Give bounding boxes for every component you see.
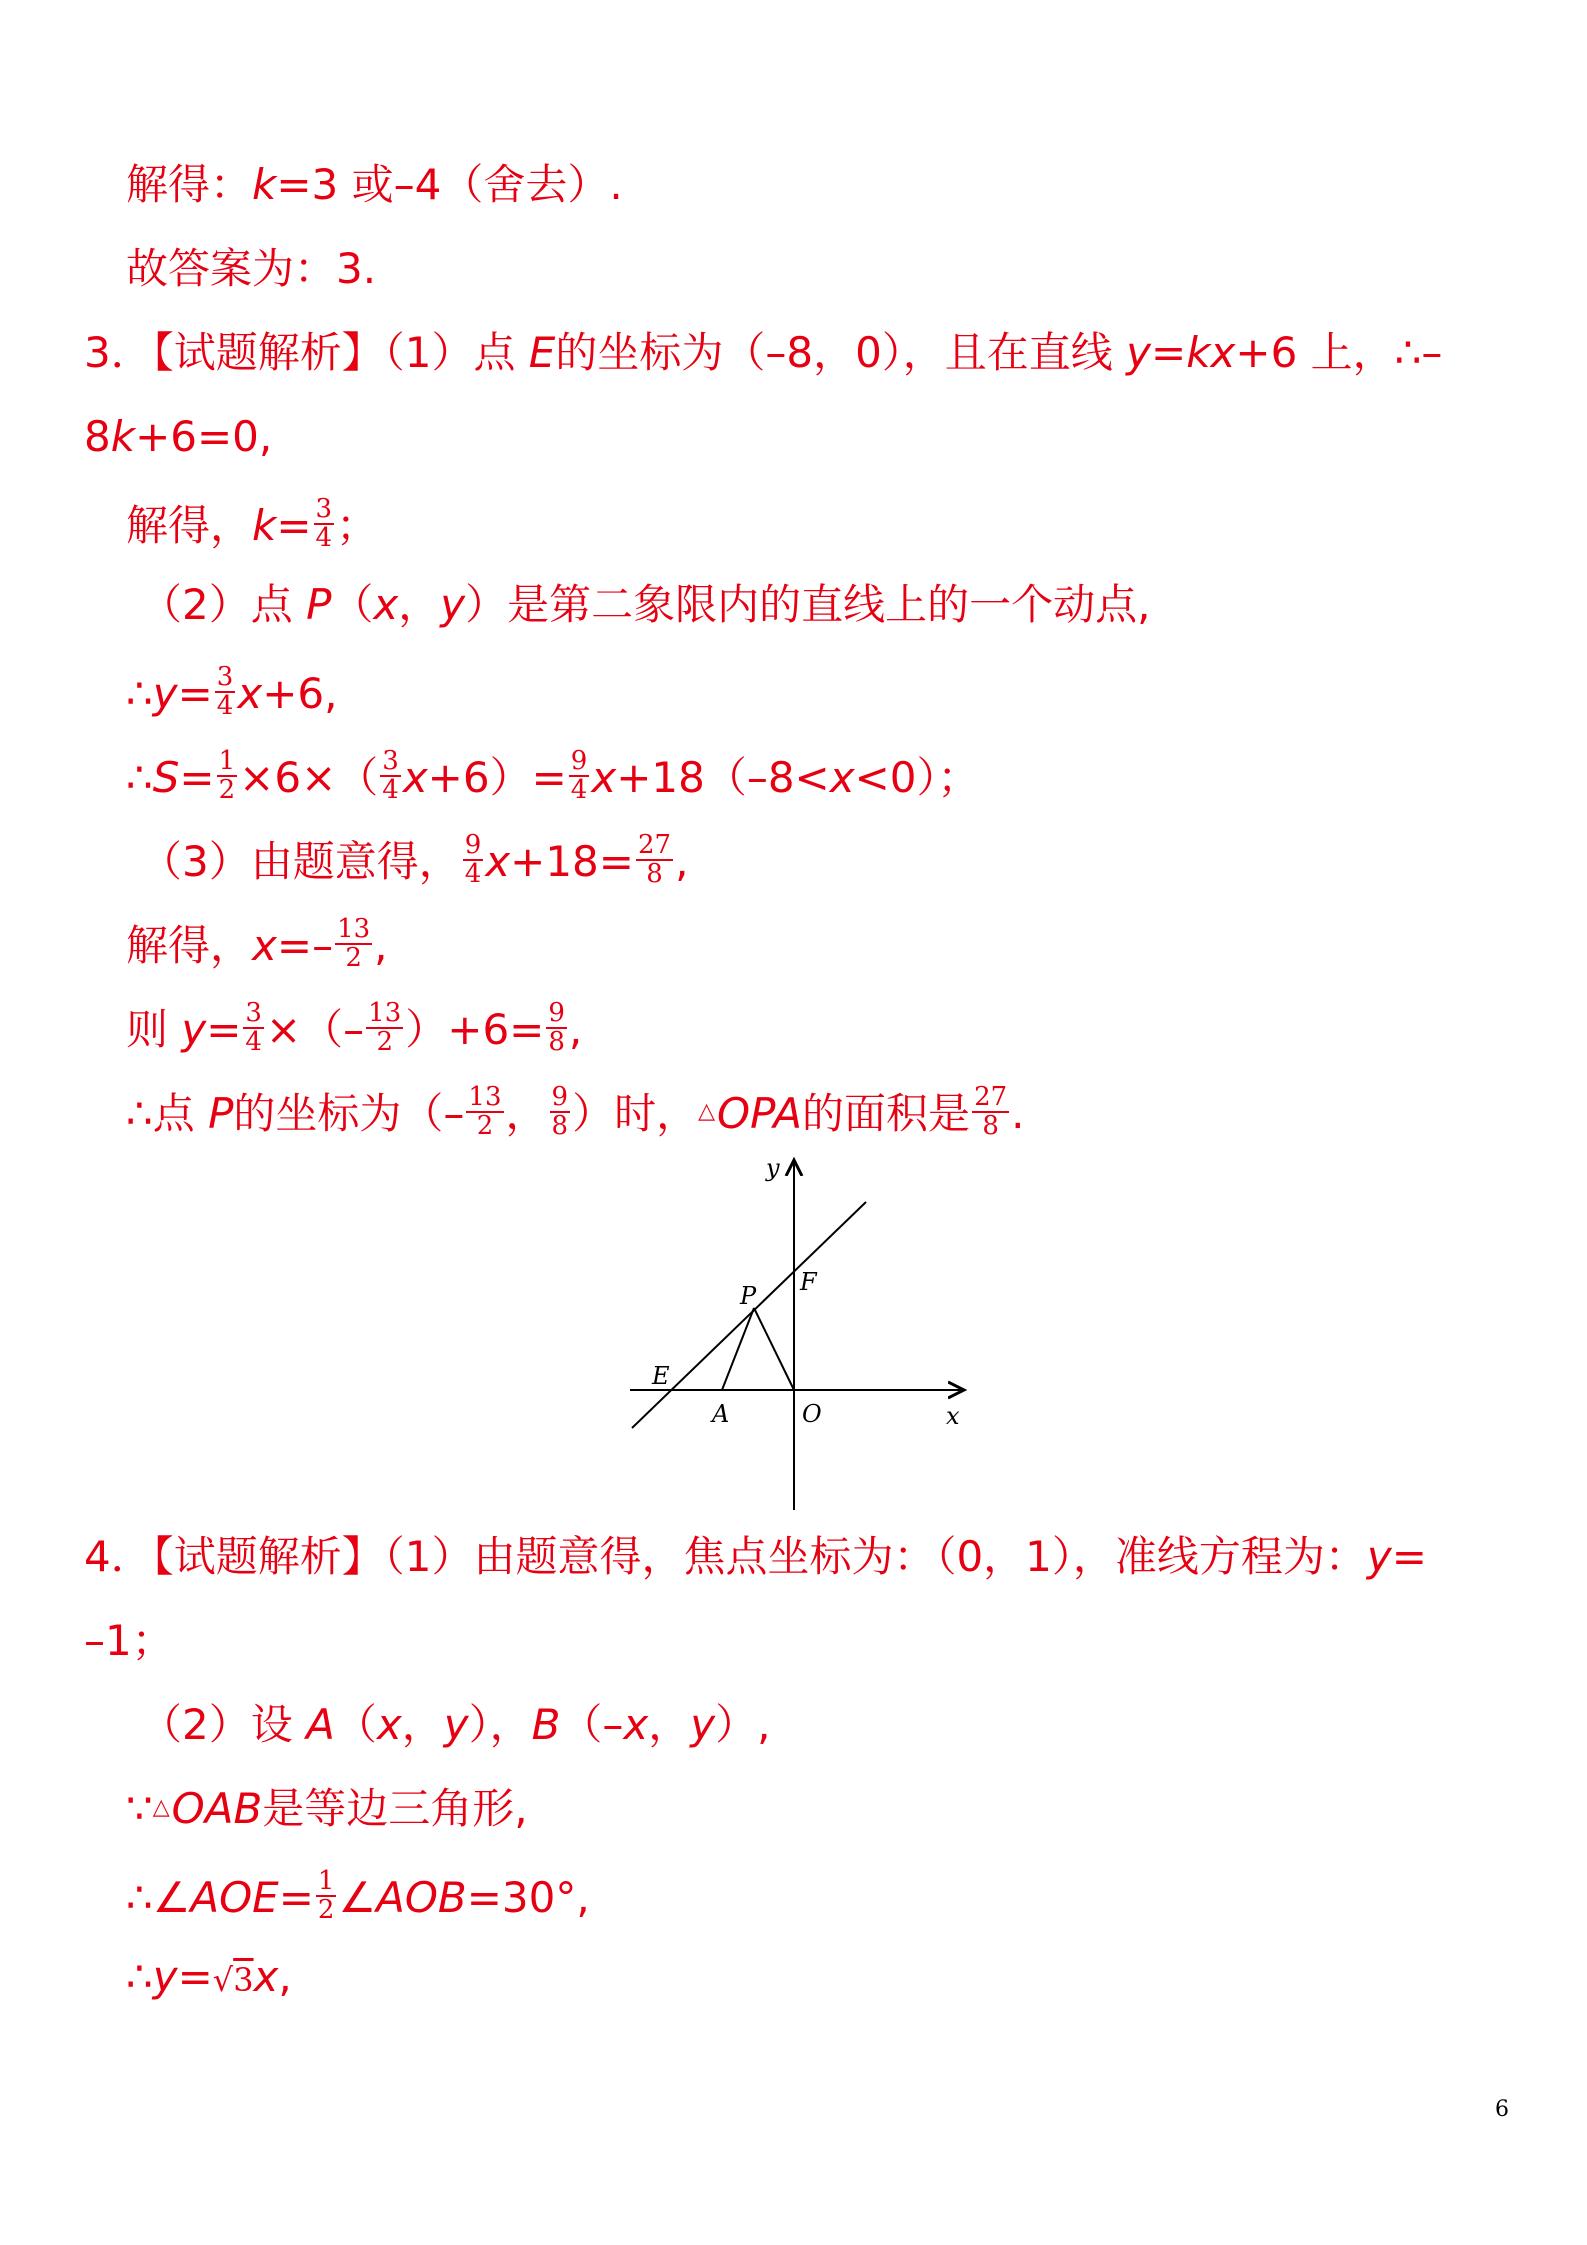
line-q4-part2: （2）设 A（x，y），B（–x，y）, [140,1700,771,1749]
label-y: y [766,1154,780,1182]
line-q3-y-expr: ∴y= $\frac{3}{4}$ x+6, [126,662,338,722]
fraction: $\frac{13}{2}$ [468,1082,502,1142]
fraction: $\frac{27}{8}$ [974,1082,1008,1142]
fraction: $\frac{13}{2}$ [368,998,402,1058]
line-q3-y-value: 则 y= $\frac{3}{4}$ ×（– $\frac{13}{2}$ ）+6= $\frac{9}{8}$ , [126,998,583,1058]
triangle-symbol: △ [152,1794,170,1820]
line-q4-angle: ∴∠AOE= $\frac{1}{2}$ ∠AOB=30°, [126,1866,590,1926]
fraction: $\frac{13}{2}$ [337,914,371,974]
line-solve-k: 解得：k=3 或–4（舍去）. [126,160,623,209]
line-q3-part3: （3）由题意得， $\frac{9}{4}$ x+18= $\frac{27}{8}$ , [140,830,689,890]
line-q4-directrix: –1； [84,1616,174,1665]
fraction: $\frac{9}{8}$ [551,1082,569,1142]
line-q3-part1: 3．【试题解析】（1）点 E的坐标为（–8，0），且在直线 y=kx+6 上，∴– [84,328,1443,377]
line-q3-equation: 8k+6=0, [84,412,273,461]
fraction: $\frac{3}{4}$ [216,662,234,722]
coordinate-figure [630,1150,970,1510]
segment-po [754,1308,794,1390]
line-q3-area-expr: ∴S= $\frac{1}{2}$ ×6×（ $\frac{3}{4}$ x+6）= $\frac{9}{4}$ x+18（–8<x<0）； [126,746,980,806]
fraction: $\frac{1}{2}$ [218,746,236,806]
fraction: $\frac{3}{4}$ [245,998,262,1058]
sqrt-expression: √3 [212,1961,254,1999]
label-a: A [712,1400,730,1428]
line-q3-k-value: 解得，k= $\frac{3}{4}$ ； [126,494,379,554]
page-number: 6 [1495,2097,1509,2122]
line-q4-y-expr: ∴y=√3x, [126,1952,292,2001]
line-q4-part1: 4．【试题解析】（1）由题意得，焦点坐标为：（0，1），准线方程为：y= [84,1532,1427,1581]
line-q4-equilateral: ∵△OAB是等边三角形, [126,1784,528,1833]
line-q3-x-value: 解得，x=– $\frac{13}{2}$ , [126,914,388,974]
triangle-symbol: △ [698,1099,716,1125]
label-e: E [652,1362,670,1390]
fraction: $\frac{9}{4}$ [464,830,482,890]
fraction: $\frac{9}{4}$ [570,746,588,806]
fraction: $\frac{3}{4}$ [382,746,399,806]
segment-pa [722,1308,754,1390]
label-f: F [800,1268,817,1296]
line-q3-part2: （2）点 P（x，y）是第二象限内的直线上的一个动点, [140,580,1151,629]
label-o: O [802,1400,822,1428]
line-q3-conclusion: ∴点 P的坐标为（– $\frac{13}{2}$ ， $\frac{9}{8}$ ）时，△OPA的面积是 $\frac{27}{8}$ . [126,1082,1025,1142]
line-answer: 故答案为：3. [126,244,377,293]
line-ef [632,1202,866,1428]
fraction: $\frac{3}{4}$ [315,494,333,554]
label-p: P [740,1282,757,1310]
fraction: $\frac{9}{8}$ [548,998,565,1058]
fraction: $\frac{27}{8}$ [637,830,672,890]
fraction: $\frac{1}{2}$ [317,1866,335,1926]
label-x: x [946,1402,960,1430]
